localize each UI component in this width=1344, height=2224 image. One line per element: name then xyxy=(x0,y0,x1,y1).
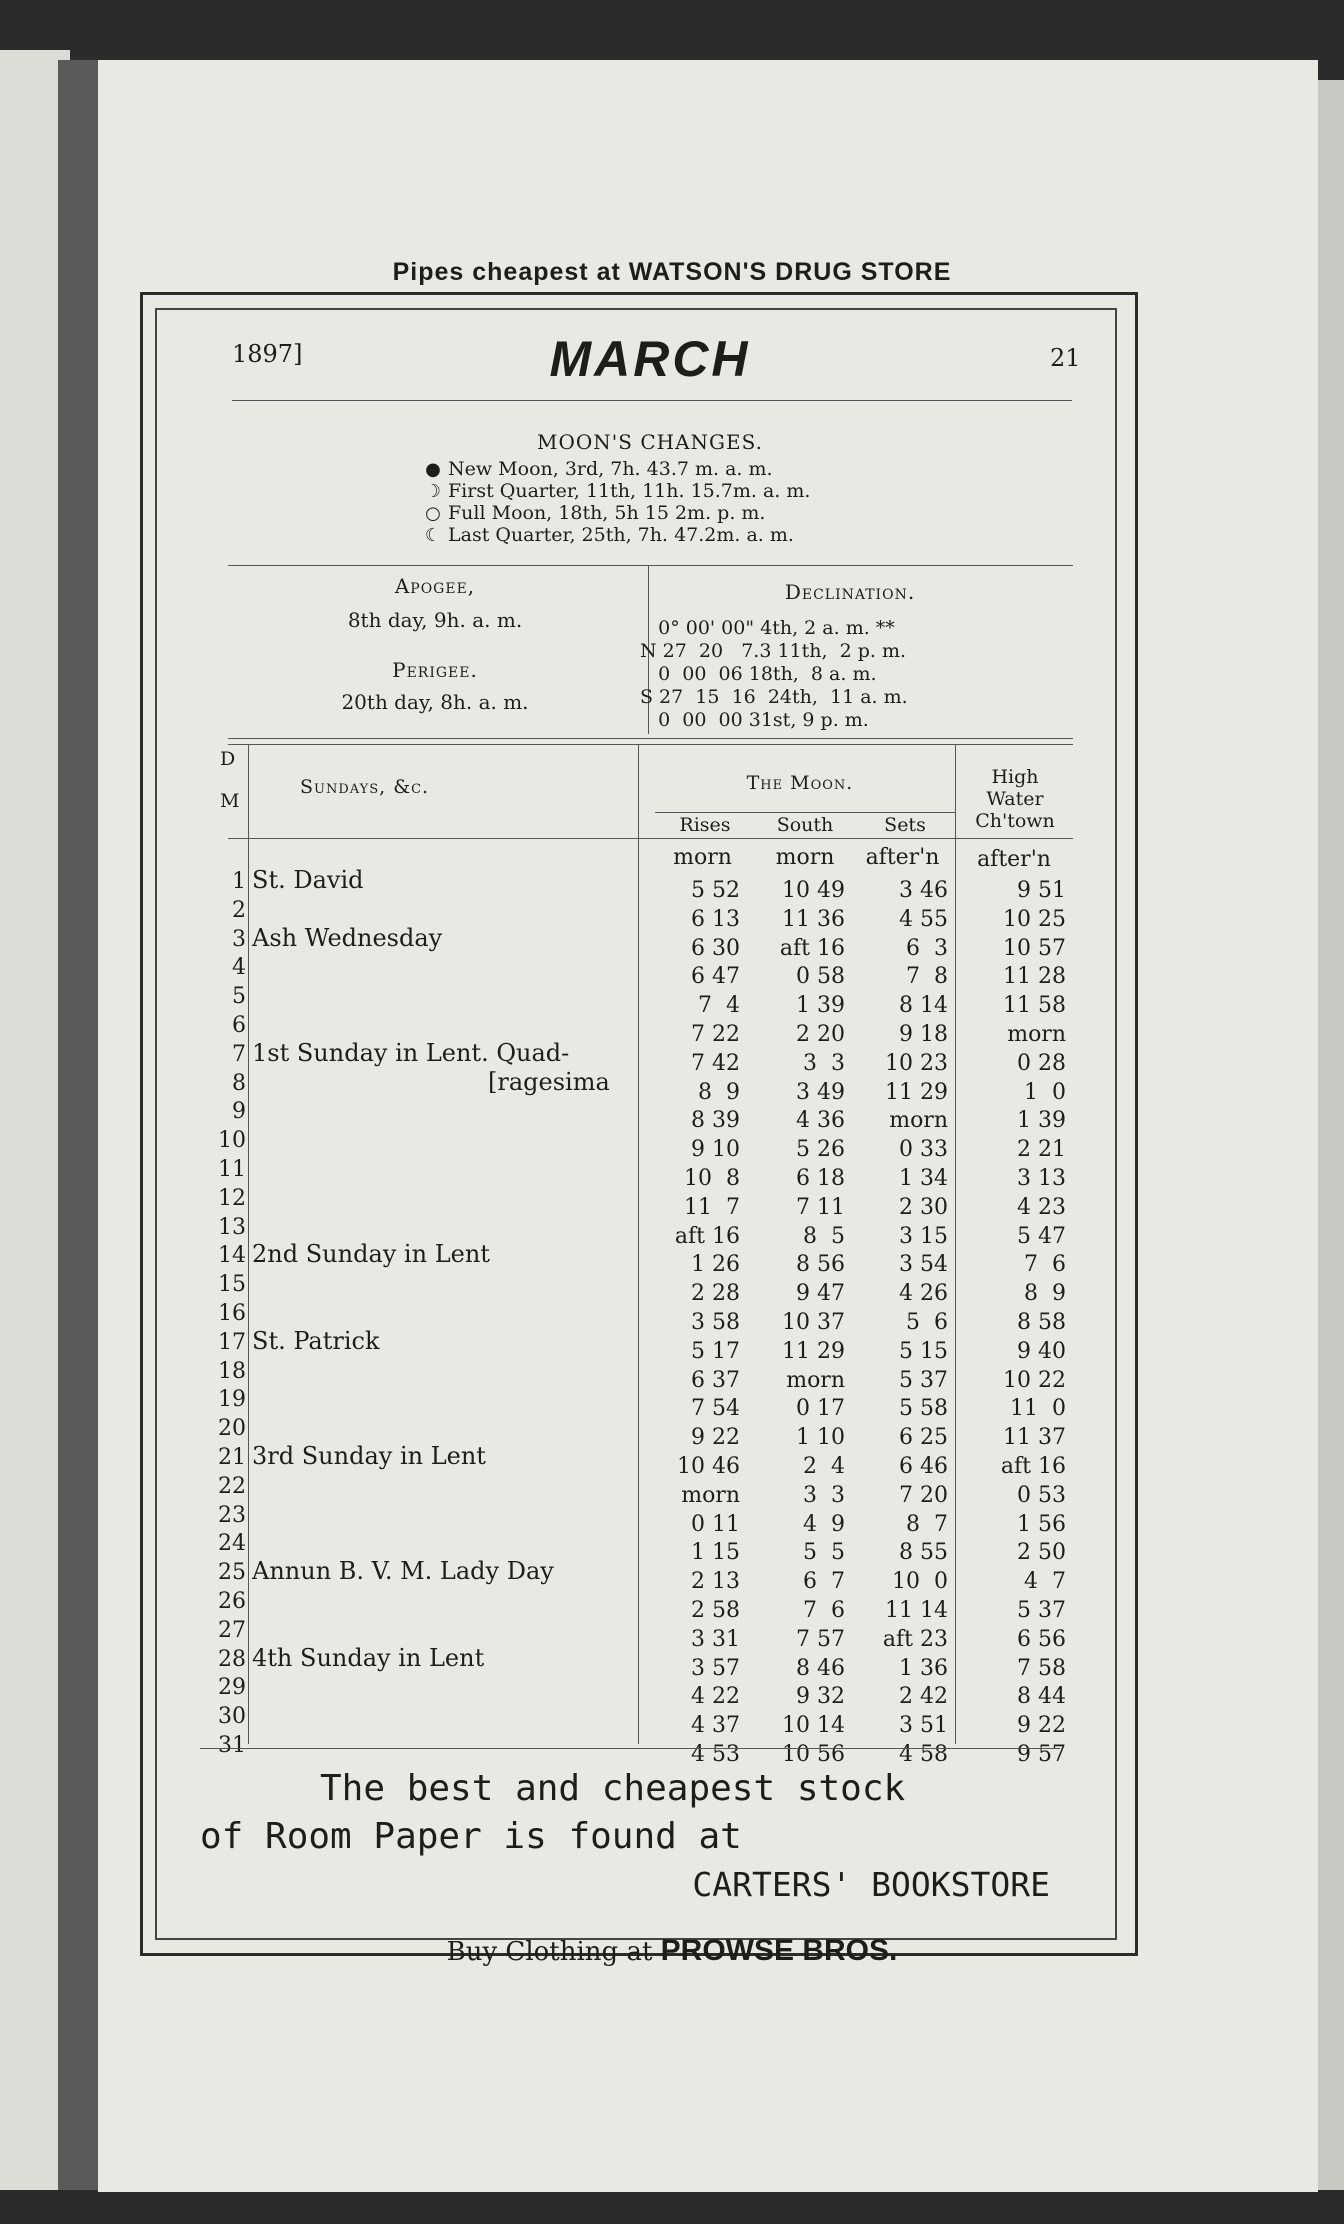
high-water-cell: 1 0 xyxy=(1024,1079,1066,1105)
moon-phase-text: New Moon, 3rd, 7h. 43.7 m. a. m. xyxy=(448,458,773,480)
sunday-entry: 1st Sunday in Lent. Quad- xyxy=(252,1038,570,1067)
day-number: 16 xyxy=(218,1300,246,1326)
day-number: 13 xyxy=(218,1214,246,1240)
bottom-advertisement xyxy=(200,1765,1080,1909)
high-water-cell: 10 25 xyxy=(1003,906,1066,932)
moon-south-cell: 8 5 xyxy=(803,1223,845,1249)
moon-sets-cell: 6 46 xyxy=(899,1453,948,1479)
sunday-entry: St. Patrick xyxy=(252,1326,380,1355)
high-water-cell: 9 51 xyxy=(1017,878,1066,903)
moon-south-cell: 1 39 xyxy=(796,993,845,1019)
moon-phase-text: Last Quarter, 25th, 7h. 47.2m. a. m. xyxy=(448,524,794,546)
day-number: 6 xyxy=(232,1012,246,1038)
high-water-cell: 7 6 xyxy=(1024,1252,1066,1278)
header-high-water xyxy=(960,766,1070,832)
high-water-cell: 4 7 xyxy=(1024,1569,1066,1595)
day-number: 19 xyxy=(218,1387,246,1413)
header-high-water-line: Water xyxy=(986,788,1044,810)
moon-south-cell: 7 6 xyxy=(803,1597,845,1623)
month-title: MARCH xyxy=(549,331,751,387)
moon-south-cell: 9 32 xyxy=(796,1684,845,1710)
high-water-aftern-label: after'n xyxy=(977,847,1051,872)
declination-row: 0 00 06 18th, 8 a. m. xyxy=(640,663,877,685)
day-number: 21 xyxy=(218,1444,246,1470)
moon-rises-cell: 4 53 xyxy=(691,1741,740,1767)
moon-south-column xyxy=(745,877,845,1770)
high-water-cell: 9 22 xyxy=(1017,1713,1066,1739)
high-water-cell: aft 16 xyxy=(1000,1453,1066,1479)
moon-rises-cell: aft 16 xyxy=(674,1223,740,1249)
moon-rises-cell: 6 37 xyxy=(691,1367,740,1393)
header-high-water-line: Ch'town xyxy=(975,810,1055,832)
moon-sets-cell: 5 6 xyxy=(906,1309,948,1335)
moon-sets-cell: 8 55 xyxy=(899,1540,948,1566)
moon-sets-cell: 3 51 xyxy=(899,1713,948,1739)
moon-rises-cell: 3 31 xyxy=(691,1626,740,1652)
high-water-cell: 11 58 xyxy=(1003,993,1066,1019)
moon-south-cell: 4 36 xyxy=(796,1108,845,1134)
moon-rises-cell: 3 57 xyxy=(691,1655,740,1681)
declination-row: 0° 00' 00" 4th, 2 a. m. ** xyxy=(640,617,895,639)
moon-south-cell: 3 3 xyxy=(803,1050,845,1076)
high-water-cell: 1 39 xyxy=(1017,1108,1066,1134)
high-water-cell: 8 9 xyxy=(1024,1281,1066,1307)
moon-south-cell: morn xyxy=(786,1367,845,1393)
day-number: 4 xyxy=(232,955,246,981)
sunday-entry: 3rd Sunday in Lent xyxy=(252,1442,486,1470)
moon-phase-row xyxy=(418,480,810,502)
moon-phase-list xyxy=(418,458,810,546)
moon-south-cell: 6 18 xyxy=(796,1165,845,1191)
table-top-rule xyxy=(228,738,1073,739)
header-rises: Rises xyxy=(679,814,731,836)
moon-rises-cell: 4 37 xyxy=(691,1713,740,1739)
high-water-cell: 2 21 xyxy=(1017,1137,1066,1163)
day-number: 27 xyxy=(218,1617,246,1643)
high-water-cell: 4 23 xyxy=(1017,1194,1066,1220)
sets-aftern-label: after'n xyxy=(865,845,940,870)
ad-line: of Room Paper is found at xyxy=(200,1816,742,1857)
day-number: 22 xyxy=(218,1473,246,1499)
moon-sets-cell: 4 58 xyxy=(899,1741,948,1767)
declination-row: 0 00 00 31st, 9 p. m. xyxy=(640,709,869,731)
day-number: 8 xyxy=(232,1070,246,1096)
table-top-rule-double xyxy=(228,744,1073,745)
moon-rises-cell: 2 58 xyxy=(691,1597,740,1623)
high-water-cell: 1 56 xyxy=(1017,1511,1066,1537)
day-number: 10 xyxy=(218,1128,246,1154)
moon-sets-cell: 5 37 xyxy=(899,1367,948,1393)
high-water-cell: 7 58 xyxy=(1017,1655,1066,1681)
day-number: 30 xyxy=(218,1704,246,1730)
header-m: M xyxy=(220,790,240,812)
moon-subheader-rule xyxy=(655,812,955,813)
high-water-cell: 5 37 xyxy=(1017,1597,1066,1623)
moon-sets-cell: 2 42 xyxy=(899,1684,948,1710)
moon-rises-cell: 6 47 xyxy=(691,964,740,990)
day-number: 31 xyxy=(218,1732,246,1758)
moon-rises-cell: 8 39 xyxy=(691,1108,740,1134)
moon-south-cell: 2 20 xyxy=(796,1021,845,1047)
moon-south-cell: 1 10 xyxy=(796,1425,845,1451)
day-number: 20 xyxy=(218,1416,246,1442)
perigee-title: Perigee. xyxy=(392,658,478,682)
last-quarter-icon: ☾ xyxy=(424,524,442,546)
header-south: South xyxy=(776,814,834,836)
moon-sets-cell: 4 26 xyxy=(899,1281,948,1307)
day-number: 7 xyxy=(232,1041,246,1067)
moon-changes-rule xyxy=(228,565,1073,566)
first-quarter-icon: ☽ xyxy=(424,480,442,502)
table-bottom-rule xyxy=(200,1748,1060,1749)
moon-rises-cell: 11 7 xyxy=(684,1194,740,1220)
moon-sets-cell: 5 15 xyxy=(899,1338,948,1364)
moon-sets-cell: 7 20 xyxy=(899,1482,948,1508)
moon-phase-row xyxy=(418,524,810,546)
moon-changes-title: MOON'S CHANGES. xyxy=(537,430,763,454)
moon-sets-cell: 10 0 xyxy=(892,1569,948,1595)
day-number: 2 xyxy=(232,897,246,923)
day-number: 1 xyxy=(232,869,246,894)
day-number: 28 xyxy=(218,1646,246,1672)
day-number: 15 xyxy=(218,1272,246,1298)
moon-rises-column xyxy=(640,877,740,1770)
moon-rises-cell: 2 28 xyxy=(691,1281,740,1307)
moon-rises-cell: 5 17 xyxy=(691,1338,740,1364)
day-number: 29 xyxy=(218,1675,246,1701)
ad-line: CARTERS' BOOKSTORE xyxy=(692,1865,1050,1904)
sunday-entry: 4th Sunday in Lent xyxy=(252,1643,485,1672)
footer-ad-brand: PROWSE BROS. xyxy=(660,1934,898,1967)
moon-sets-column xyxy=(850,877,948,1770)
moon-rises-cell: 8 9 xyxy=(698,1079,740,1105)
sunday-entry: St. David xyxy=(252,866,364,894)
page-edge-right xyxy=(1318,80,1344,2190)
high-water-cell: 10 57 xyxy=(1003,935,1066,961)
moon-south-cell: 10 37 xyxy=(782,1309,845,1335)
moon-rises-cell: 10 8 xyxy=(684,1165,740,1191)
moon-phase-text: First Quarter, 11th, 11h. 15.7m. a. m. xyxy=(448,480,811,502)
day-number: 18 xyxy=(218,1358,246,1384)
day-number: 3 xyxy=(232,926,246,952)
high-water-cell: morn xyxy=(1007,1021,1066,1047)
moon-south-cell: 7 11 xyxy=(796,1194,845,1220)
day-number: 12 xyxy=(218,1185,246,1211)
high-water-cell: 0 28 xyxy=(1017,1050,1066,1076)
moon-rises-cell: 9 22 xyxy=(691,1425,740,1451)
high-water-cell: 11 37 xyxy=(1003,1425,1066,1451)
day-number: 14 xyxy=(218,1243,246,1269)
header-bottom-rule xyxy=(228,838,1073,839)
moon-rises-cell: 2 13 xyxy=(691,1569,740,1595)
moon-south-cell: 7 57 xyxy=(796,1626,845,1652)
moon-sets-cell: 6 25 xyxy=(899,1425,948,1451)
header-sundays: Sundays, &c. xyxy=(300,776,430,798)
moon-sets-cell: 8 7 xyxy=(906,1511,948,1537)
moon-sets-cell: 3 54 xyxy=(899,1252,948,1278)
moon-sets-cell: morn xyxy=(889,1108,948,1134)
sunday-entry: [ragesima xyxy=(488,1067,610,1096)
high-water-cell: 2 50 xyxy=(1017,1540,1066,1566)
moon-sets-cell: 11 14 xyxy=(885,1597,948,1623)
moon-rises-cell: 4 22 xyxy=(691,1684,740,1710)
top-advertisement: Pipes cheapest at WATSON'S DRUG STORE xyxy=(392,258,952,286)
header-sets: Sets xyxy=(884,814,926,836)
moon-phase-text: Full Moon, 18th, 5h 15 2m. p. m. xyxy=(448,502,766,524)
moon-sets-cell: 5 58 xyxy=(899,1396,948,1422)
moon-south-cell: 4 9 xyxy=(803,1511,845,1537)
moon-south-cell: 5 26 xyxy=(796,1137,845,1163)
apogee-title: Apogee, xyxy=(394,574,476,598)
moon-south-cell: 0 17 xyxy=(796,1396,845,1422)
moon-sets-cell: 3 46 xyxy=(899,878,948,903)
sunday-entry: Annun B. V. M. Lady Day xyxy=(252,1557,554,1586)
day-number: 24 xyxy=(218,1531,246,1557)
header-rule xyxy=(232,400,1072,401)
moon-south-cell: 2 4 xyxy=(803,1453,845,1479)
moon-south-cell: 8 46 xyxy=(796,1655,845,1681)
page-number: 21 xyxy=(1050,344,1081,372)
sunday-entry: 2nd Sunday in Lent xyxy=(252,1240,490,1269)
moon-sets-cell: 3 15 xyxy=(899,1223,948,1249)
moon-sets-cell: 9 18 xyxy=(899,1021,948,1047)
year-label: 1897] xyxy=(232,340,303,368)
moon-sets-cell: aft 23 xyxy=(882,1626,948,1652)
sundays-column-divider xyxy=(638,744,639,1744)
rises-morn-label: morn xyxy=(673,845,732,870)
high-water-cell: 0 53 xyxy=(1017,1482,1066,1508)
moon-rises-cell: 6 13 xyxy=(691,906,740,932)
moon-south-cell: 0 58 xyxy=(796,964,845,990)
header-d: D xyxy=(220,748,236,770)
moon-sets-cell: 1 34 xyxy=(899,1165,948,1191)
moon-south-cell: 10 56 xyxy=(782,1741,845,1767)
day-number: 26 xyxy=(218,1588,246,1614)
day-number: 5 xyxy=(232,984,246,1010)
moon-sets-cell: 4 55 xyxy=(899,906,948,932)
day-number: 25 xyxy=(218,1560,246,1586)
moon-rises-cell: 10 46 xyxy=(677,1453,740,1479)
moon-column-divider xyxy=(955,744,956,1744)
scan-bottom-edge xyxy=(0,2192,1344,2224)
book-gutter xyxy=(58,60,98,2190)
south-morn-label: morn xyxy=(775,845,835,870)
moon-rises-cell: 1 15 xyxy=(691,1540,740,1566)
moon-south-cell: aft 16 xyxy=(779,935,845,961)
new-moon-icon: ● xyxy=(425,458,441,480)
moon-south-cell: 10 49 xyxy=(782,878,845,903)
moon-rises-cell: 3 58 xyxy=(691,1309,740,1335)
moon-sets-cell: 8 14 xyxy=(899,993,948,1019)
moon-sets-cell: 0 33 xyxy=(899,1137,948,1163)
day-number: 17 xyxy=(218,1329,246,1355)
header-the-moon: The Moon. xyxy=(746,772,854,794)
full-moon-icon: ○ xyxy=(425,502,441,524)
ad-line: The best and cheapest stock xyxy=(320,1768,906,1809)
high-water-cell: 8 44 xyxy=(1017,1684,1066,1710)
scan-top-edge xyxy=(0,0,1344,60)
moon-rises-cell: 7 54 xyxy=(691,1396,740,1422)
moon-south-cell: 5 5 xyxy=(803,1540,845,1566)
high-water-cell: 5 47 xyxy=(1017,1223,1066,1249)
high-water-cell: 3 13 xyxy=(1017,1165,1066,1191)
moon-rises-cell: 6 30 xyxy=(691,935,740,961)
moon-sets-cell: 10 23 xyxy=(885,1050,948,1076)
moon-rises-cell: morn xyxy=(681,1482,740,1508)
moon-south-cell: 10 14 xyxy=(782,1713,845,1739)
day-number: 9 xyxy=(232,1099,246,1125)
moon-rises-cell: 7 4 xyxy=(698,993,740,1019)
day-number-column xyxy=(212,868,246,1761)
moon-south-cell: 11 36 xyxy=(782,906,845,932)
apogee-text: 8th day, 9h. a. m. xyxy=(347,608,523,632)
moon-rises-cell: 1 26 xyxy=(691,1252,740,1278)
moon-sets-cell: 1 36 xyxy=(899,1655,948,1681)
moon-sets-cell: 11 29 xyxy=(885,1079,948,1105)
header-high-water-line: High xyxy=(991,766,1039,788)
high-water-cell: 11 28 xyxy=(1003,964,1066,990)
moon-south-cell: 6 7 xyxy=(803,1569,845,1595)
declination-row: N 27 20 7.3 11th, 2 p. m. xyxy=(640,640,907,662)
moon-sets-cell: 7 8 xyxy=(906,964,948,990)
moon-phase-row xyxy=(418,458,810,480)
moon-south-cell: 11 29 xyxy=(782,1338,845,1364)
high-water-cell: 9 40 xyxy=(1017,1338,1066,1364)
moon-south-cell: 9 47 xyxy=(796,1281,845,1307)
high-water-cell: 6 56 xyxy=(1017,1626,1066,1652)
day-column-divider xyxy=(248,744,249,1744)
perigee-text: 20th day, 8h. a. m. xyxy=(341,690,529,714)
moon-rises-cell: 0 11 xyxy=(691,1511,740,1537)
moon-sets-cell: 2 30 xyxy=(899,1194,948,1220)
moon-south-cell: 8 56 xyxy=(796,1252,845,1278)
high-water-cell: 10 22 xyxy=(1003,1367,1066,1393)
day-number: 23 xyxy=(218,1502,246,1528)
moon-south-cell: 3 3 xyxy=(803,1482,845,1508)
declination-title: Declination. xyxy=(784,580,916,604)
high-water-column xyxy=(958,877,1066,1770)
moon-phase-row xyxy=(418,502,810,524)
moon-south-cell: 3 49 xyxy=(796,1079,845,1105)
moon-rises-cell: 5 52 xyxy=(691,878,740,903)
high-water-cell: 11 0 xyxy=(1010,1396,1066,1422)
footer-ad-prefix: Buy Clothing at xyxy=(446,1937,653,1967)
day-number: 11 xyxy=(218,1156,246,1182)
sunday-entry: Ash Wednesday xyxy=(252,923,443,952)
moon-rises-cell: 9 10 xyxy=(691,1137,740,1163)
moon-rises-cell: 7 22 xyxy=(691,1021,740,1047)
moon-rises-cell: 7 42 xyxy=(691,1050,740,1076)
declination-row: S 27 15 16 24th, 11 a. m. xyxy=(640,686,908,708)
high-water-cell: 8 58 xyxy=(1017,1309,1066,1335)
footer-advertisement xyxy=(0,1934,1344,1968)
high-water-cell: 9 57 xyxy=(1017,1741,1066,1767)
moon-sets-cell: 6 3 xyxy=(906,935,948,961)
